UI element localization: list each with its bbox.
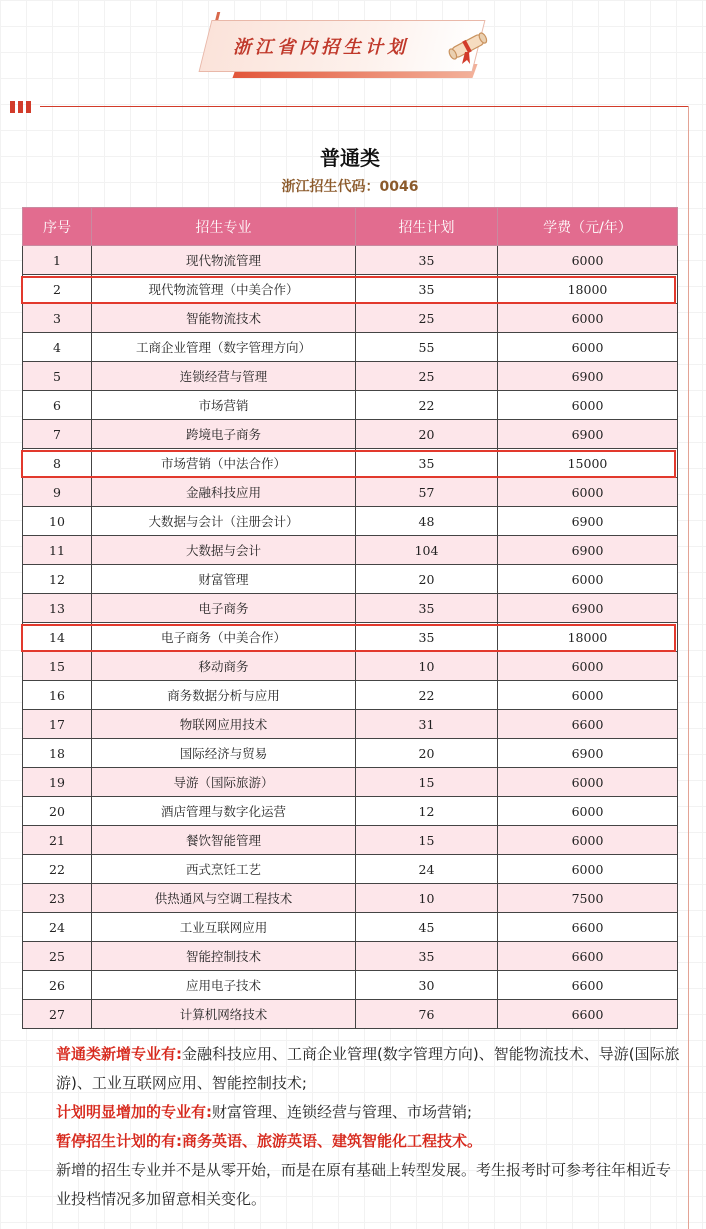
scroll-icon — [445, 26, 493, 66]
cell-major: 计算机网络技术 — [92, 1000, 356, 1029]
cell-index: 1 — [23, 246, 92, 275]
cell-plan: 55 — [356, 333, 498, 362]
cell-tuition: 6900 — [498, 594, 678, 623]
table-row — [23, 971, 678, 1000]
cell-tuition: 6000 — [498, 391, 678, 420]
cell-index: 19 — [23, 768, 92, 797]
table-row — [23, 913, 678, 942]
table-row — [23, 565, 678, 594]
table-row — [23, 652, 678, 681]
cell-tuition: 6600 — [498, 942, 678, 971]
cell-index: 15 — [23, 652, 92, 681]
cell-index: 17 — [23, 710, 92, 739]
admission-code: 浙江招生代码：0046 — [281, 179, 419, 195]
cell-index: 18 — [23, 739, 92, 768]
cell-tuition: 15000 — [498, 449, 678, 478]
cell-plan: 30 — [356, 971, 498, 1000]
cell-major: 跨境电子商务 — [92, 420, 356, 449]
cell-major: 金融科技应用 — [92, 478, 356, 507]
cell-index: 23 — [23, 884, 92, 913]
cell-plan: 45 — [356, 913, 498, 942]
cell-tuition: 7500 — [498, 884, 678, 913]
table-row — [23, 420, 678, 449]
enrollment-table — [22, 207, 678, 1029]
cell-index: 2 — [23, 275, 92, 304]
cell-tuition: 6000 — [498, 565, 678, 594]
cell-major: 国际经济与贸易 — [92, 739, 356, 768]
cell-major: 大数据与会计（注册会计） — [92, 507, 356, 536]
cell-plan: 12 — [356, 797, 498, 826]
cell-plan: 35 — [356, 623, 498, 652]
table-row — [23, 797, 678, 826]
cell-major: 供热通风与空调工程技术 — [92, 884, 356, 913]
cell-plan: 31 — [356, 710, 498, 739]
table-row — [23, 681, 678, 710]
table-row — [23, 362, 678, 391]
notes — [22, 1040, 682, 1214]
cell-index: 8 — [23, 449, 92, 478]
note-increase-label: 计划明显增加的专业有: — [56, 1103, 212, 1121]
table-row — [23, 333, 678, 362]
cell-tuition: 6000 — [498, 826, 678, 855]
rule-marks — [10, 101, 31, 113]
cell-major: 导游（国际旅游） — [92, 768, 356, 797]
cell-tuition: 6000 — [498, 333, 678, 362]
cell-plan: 76 — [356, 1000, 498, 1029]
cell-plan: 25 — [356, 304, 498, 333]
divider-line-vertical — [688, 106, 689, 1229]
cell-plan: 57 — [356, 478, 498, 507]
cell-plan: 24 — [356, 855, 498, 884]
note-remark: 新增的招生专业并不是从零开始，而是在原有基础上转型发展。考生报考时可参考往年相近专业投档情况多加留意相关变化。 — [56, 1161, 672, 1208]
column-header-plan: 招生计划 — [356, 208, 498, 246]
table-row — [23, 942, 678, 971]
table-row — [23, 884, 678, 913]
cell-major: 智能物流技术 — [92, 304, 356, 333]
cell-plan: 20 — [356, 420, 498, 449]
cell-major: 智能控制技术 — [92, 942, 356, 971]
cell-tuition: 6900 — [498, 739, 678, 768]
cell-index: 12 — [23, 565, 92, 594]
table-row — [23, 449, 678, 478]
cell-tuition: 6000 — [498, 855, 678, 884]
header-title: 浙江省内招生计划 — [233, 37, 409, 58]
cell-tuition: 6000 — [498, 478, 678, 507]
cell-plan: 35 — [356, 246, 498, 275]
cell-plan: 25 — [356, 362, 498, 391]
cell-major: 现代物流管理 — [92, 246, 356, 275]
table-row — [23, 507, 678, 536]
cell-major: 应用电子技术 — [92, 971, 356, 1000]
cell-major: 电子商务（中美合作） — [92, 623, 356, 652]
cell-major: 商务数据分析与应用 — [92, 681, 356, 710]
note-increase-text: 财富管理、连锁经营与管理、市场营销; — [212, 1103, 473, 1121]
cell-major: 财富管理 — [92, 565, 356, 594]
cell-index: 26 — [23, 971, 92, 1000]
cell-major: 西式烹饪工艺 — [92, 855, 356, 884]
table-row — [23, 536, 678, 565]
cell-tuition: 18000 — [498, 623, 678, 652]
table-row — [23, 594, 678, 623]
cell-tuition: 6900 — [498, 362, 678, 391]
table-row — [23, 478, 678, 507]
cell-index: 9 — [23, 478, 92, 507]
column-header-index: 序号 — [23, 208, 92, 246]
cell-index: 14 — [23, 623, 92, 652]
cell-index: 20 — [23, 797, 92, 826]
cell-index: 10 — [23, 507, 92, 536]
note-new-text: 金融科技应用、工商企业管理(数字管理方向)、智能物流技术、导游(国际旅游)、工业互联网应用、智能控制技术; — [56, 1045, 680, 1092]
cell-index: 22 — [23, 855, 92, 884]
cell-plan: 48 — [356, 507, 498, 536]
table-row — [23, 1000, 678, 1029]
note-paused: 暂停招生计划的有:商务英语、旅游英语、建筑智能化工程技术。 — [56, 1132, 483, 1150]
cell-tuition: 6000 — [498, 246, 678, 275]
cell-plan: 104 — [356, 536, 498, 565]
cell-tuition: 6000 — [498, 681, 678, 710]
cell-plan: 35 — [356, 942, 498, 971]
cell-index: 16 — [23, 681, 92, 710]
cell-tuition: 6000 — [498, 652, 678, 681]
section-header — [205, 12, 495, 78]
table-row — [23, 304, 678, 333]
cell-index: 25 — [23, 942, 92, 971]
note-new-label: 普通类新增专业有: — [56, 1045, 182, 1063]
cell-major: 电子商务 — [92, 594, 356, 623]
cell-index: 27 — [23, 1000, 92, 1029]
cell-index: 3 — [23, 304, 92, 333]
cell-plan: 10 — [356, 884, 498, 913]
cell-major: 工业互联网应用 — [92, 913, 356, 942]
table-row — [23, 826, 678, 855]
cell-major: 工商企业管理（数字管理方向） — [92, 333, 356, 362]
cell-index: 24 — [23, 913, 92, 942]
cell-major: 移动商务 — [92, 652, 356, 681]
cell-tuition: 6900 — [498, 507, 678, 536]
column-header-tuition: 学费（元/年） — [498, 208, 678, 246]
cell-plan: 35 — [356, 594, 498, 623]
column-header-major: 招生专业 — [92, 208, 356, 246]
cell-major: 市场营销（中法合作） — [92, 449, 356, 478]
cell-plan: 15 — [356, 768, 498, 797]
category-title: 普通类 — [320, 146, 380, 170]
cell-major: 物联网应用技术 — [92, 710, 356, 739]
cell-major: 市场营销 — [92, 391, 356, 420]
table-row — [23, 768, 678, 797]
cell-major: 现代物流管理（中美合作） — [92, 275, 356, 304]
cell-tuition: 6600 — [498, 710, 678, 739]
cell-major: 酒店管理与数字化运营 — [92, 797, 356, 826]
cell-plan: 20 — [356, 565, 498, 594]
cell-index: 11 — [23, 536, 92, 565]
cell-plan: 20 — [356, 739, 498, 768]
cell-plan: 10 — [356, 652, 498, 681]
cell-plan: 35 — [356, 449, 498, 478]
cell-tuition: 6000 — [498, 768, 678, 797]
cell-plan: 15 — [356, 826, 498, 855]
table-header-row — [23, 208, 678, 246]
cell-plan: 35 — [356, 275, 498, 304]
cell-major: 连锁经营与管理 — [92, 362, 356, 391]
cell-index: 6 — [23, 391, 92, 420]
cell-plan: 22 — [356, 681, 498, 710]
table-row — [23, 855, 678, 884]
table-row — [23, 275, 678, 304]
table-row — [23, 391, 678, 420]
table-row — [23, 710, 678, 739]
cell-tuition: 6600 — [498, 1000, 678, 1029]
table-row — [23, 739, 678, 768]
cell-plan: 22 — [356, 391, 498, 420]
cell-index: 4 — [23, 333, 92, 362]
cell-major: 大数据与会计 — [92, 536, 356, 565]
note-new-majors — [22, 1040, 682, 1098]
cell-tuition: 6600 — [498, 971, 678, 1000]
cell-tuition: 6000 — [498, 304, 678, 333]
cell-tuition: 6900 — [498, 536, 678, 565]
cell-tuition: 6600 — [498, 913, 678, 942]
cell-index: 7 — [23, 420, 92, 449]
cell-index: 13 — [23, 594, 92, 623]
cell-index: 5 — [23, 362, 92, 391]
note-increase — [22, 1098, 682, 1127]
cell-tuition: 6000 — [498, 797, 678, 826]
cell-tuition: 6900 — [498, 420, 678, 449]
cell-major: 餐饮智能管理 — [92, 826, 356, 855]
cell-tuition: 18000 — [498, 275, 678, 304]
divider-line — [40, 106, 688, 107]
table-row — [23, 246, 678, 275]
cell-index: 21 — [23, 826, 92, 855]
table-row — [23, 623, 678, 652]
